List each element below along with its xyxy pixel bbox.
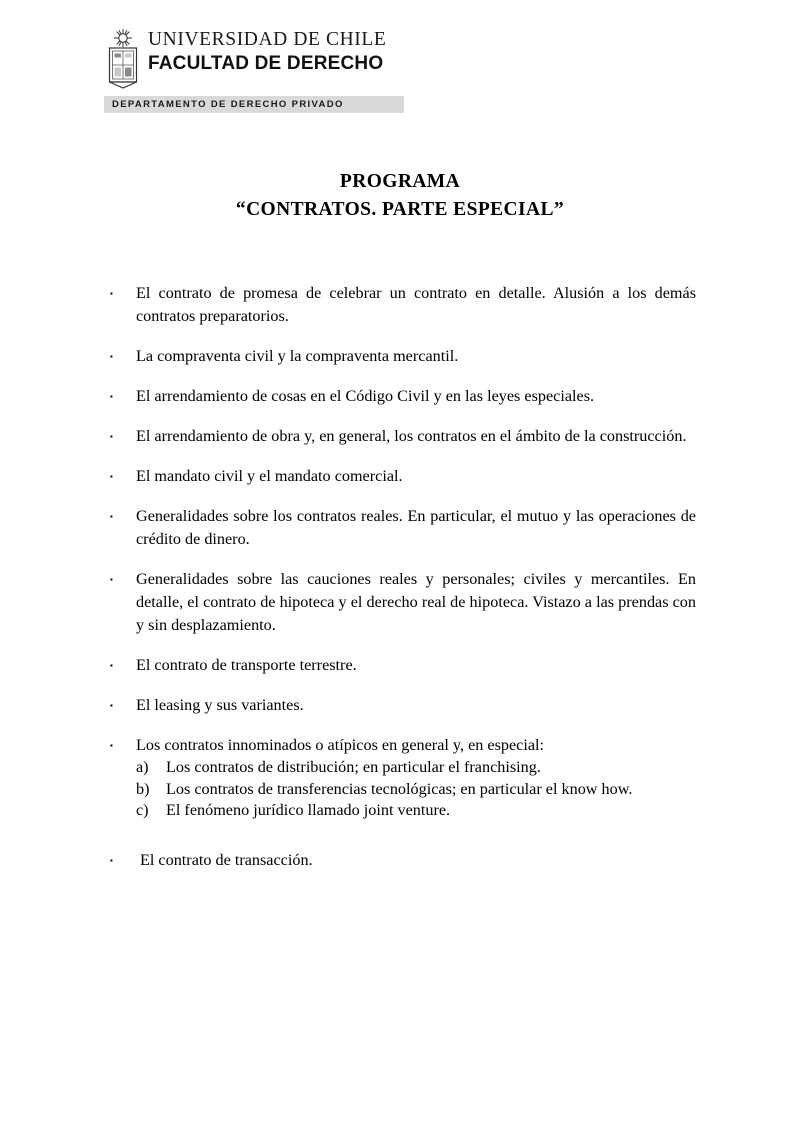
sub-list-item-text: Los contratos de distribución; en particular el franchising. — [166, 758, 541, 776]
list-item-text: El contrato de transacción. — [140, 850, 313, 869]
university-name: UNIVERSIDAD DE CHILE — [148, 29, 387, 50]
bullet-icon: ▪ — [110, 289, 113, 298]
sub-list-item — [136, 757, 696, 779]
list-item — [104, 694, 696, 717]
list-item — [104, 734, 696, 822]
list-item-text: El contrato de promesa de celebrar un contrato en detalle. Alusión a los demás contratos preparatorios. — [136, 284, 696, 325]
bullet-icon: ▪ — [110, 472, 113, 481]
list-item — [104, 345, 696, 368]
list-item — [104, 465, 696, 488]
list-item-text: El leasing y sus variantes. — [136, 696, 304, 714]
list-item-text: El contrato de transporte terrestre. — [136, 656, 357, 674]
program-list — [104, 282, 696, 872]
list-item — [104, 282, 696, 328]
list-item-text: Generalidades sobre los contratos reales. En particular, el mutuo y las operaciones de crédito de dinero. — [136, 507, 696, 548]
department-band — [104, 96, 404, 113]
bullet-icon: ▪ — [110, 432, 113, 441]
list-item-text: El arrendamiento de obra y, en general, los contratos en el ámbito de la construcción. — [136, 427, 687, 445]
sub-list-item-text: Los contratos de transferencias tecnológicas; en particular el know how. — [166, 779, 633, 798]
sub-list-item — [136, 779, 696, 801]
bullet-icon: ▪ — [110, 512, 113, 521]
bullet-icon: ▪ — [110, 741, 113, 750]
list-item-text: El arrendamiento de cosas en el Código Civil y en las leyes especiales. — [136, 387, 595, 405]
department-name: DEPARTAMENTO DE DERECHO PRIVADO — [112, 99, 344, 110]
sub-list-item-marker: a) — [136, 758, 149, 776]
letterhead-text — [148, 28, 386, 75]
list-item-text: La compraventa civil y la compraventa mercantil. — [136, 347, 459, 365]
letterhead — [104, 28, 524, 113]
program-contents — [104, 282, 696, 872]
list-item — [104, 425, 696, 448]
sub-list-item — [136, 800, 696, 822]
bullet-icon: ▪ — [110, 701, 113, 710]
list-item-text: El mandato civil y el mandato comercial. — [136, 467, 403, 485]
title-line-2: “CONTRATOS. PARTE ESPECIAL” — [235, 199, 565, 220]
list-item-text: Los contratos innominados o atípicos en general y, en especial: — [136, 736, 545, 754]
sub-list — [136, 757, 696, 822]
bullet-icon: ▪ — [110, 392, 113, 401]
list-item — [104, 849, 696, 872]
bullet-icon: ▪ — [110, 661, 113, 670]
list-item — [104, 385, 696, 408]
list-item-text: Generalidades sobre las cauciones reales y personales; civiles y mercantiles. En detalle, el contrato de hipoteca y el derecho real de hipoteca. Vistazo a las prendas con y sin desplazamiento. — [136, 570, 696, 634]
university-crest-icon — [104, 28, 142, 90]
page-title — [0, 168, 800, 224]
bullet-icon: ▪ — [110, 855, 113, 865]
bullet-icon: ▪ — [110, 352, 113, 361]
list-item — [104, 568, 696, 637]
sub-list-item-marker: b) — [136, 779, 150, 798]
sub-list-item-text: El fenómeno jurídico llamado joint venture. — [166, 801, 451, 819]
bullet-icon: ▪ — [110, 575, 113, 584]
list-item — [104, 654, 696, 677]
sub-list-item-marker: c) — [136, 801, 149, 819]
title-line-1: PROGRAMA — [339, 171, 461, 192]
faculty-name: FACULTAD DE DERECHO — [148, 53, 384, 75]
list-item — [104, 505, 696, 551]
letterhead-row — [104, 28, 524, 90]
